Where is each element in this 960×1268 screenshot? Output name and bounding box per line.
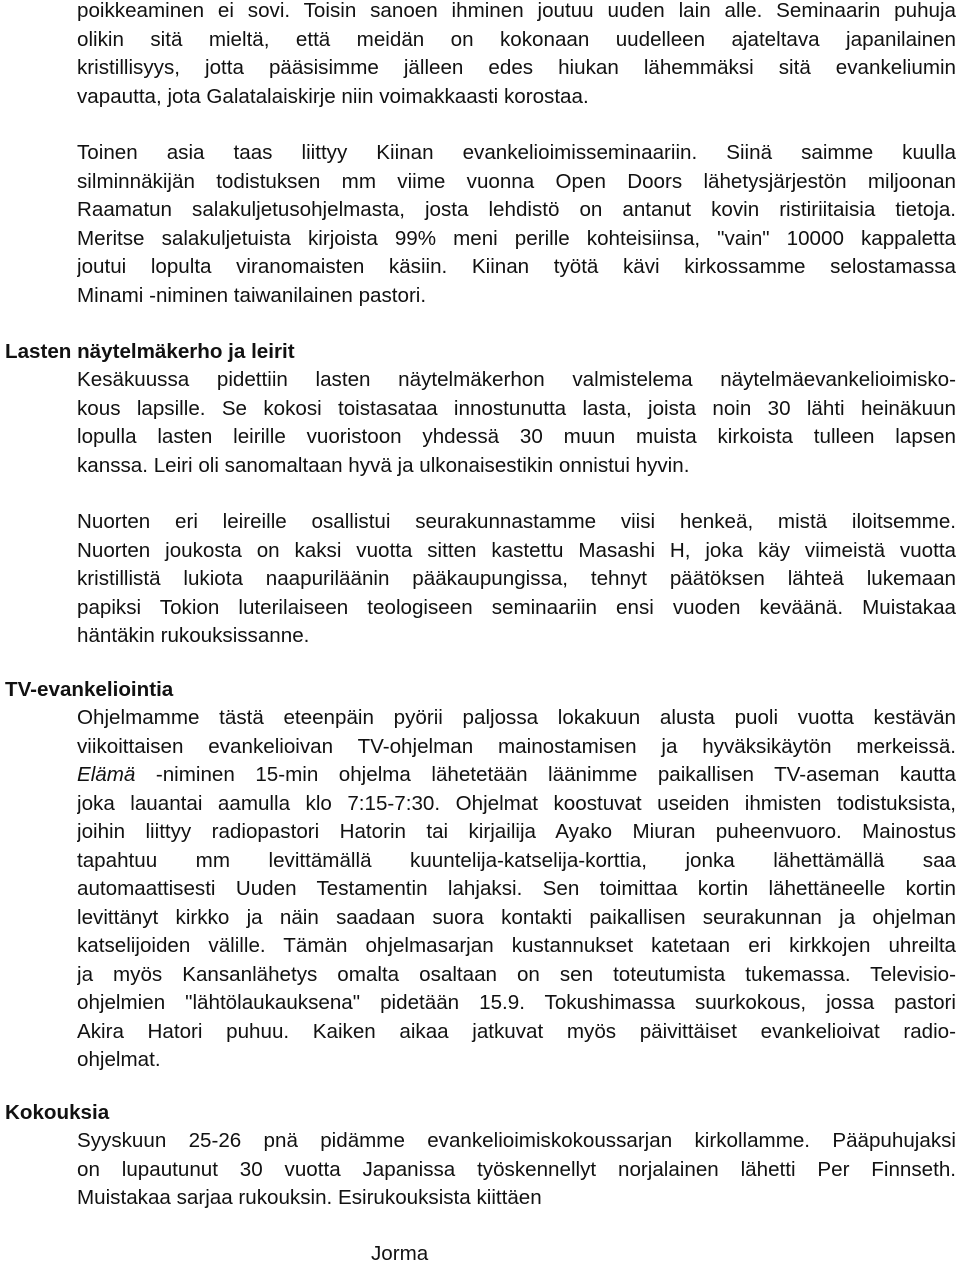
text-line: silminnäkijän todistuksen mm viime vuonna Open Doors lähetysjärjestön miljoonan <box>77 169 956 193</box>
text-line: kristillisyys, jotta pääsisimme jälleen edes hiukan lähemmäksi sitä evankeliumin <box>77 56 956 79</box>
text-line: poikkeaminen ei sovi. Toisin sanoen ihminen joutuu uuden lain alle. Seminaarin puhuja <box>77 0 956 22</box>
section-heading-children: Lasten näytelmäkerho ja leirit <box>5 340 295 363</box>
children-paragraph-2 <box>77 508 956 651</box>
text-line: Nuorten joukosta on kaksi vuotta sitten kastettu Masashi H, joka käy viimeistä vuotta <box>77 538 956 562</box>
text-line: Syyskuun 25-26 pnä pidämme evankelioimiskokoussarjan kirkollamme. Pääpuhujaksi <box>77 1129 956 1152</box>
text-line: kous lapsille. Se kokosi toistasataa innostunutta lasta, joista noin 30 lähti heinäkuun <box>77 396 956 420</box>
signature: Jorma <box>371 1242 429 1265</box>
text-line: lopulla lasten leirille vuoristoon yhdessä 30 muun muista kirkoista tulleen lapsen <box>77 425 956 448</box>
text-line: Nuorten eri leireille osallistui seurakunnastamme viisi henkeä, mistä iloitsemme. <box>77 510 956 533</box>
section-heading-tv: TV-evankeliointia <box>5 678 174 701</box>
text-line: katselijoiden välille. Tämän ohjelmasarjan kustannukset katetaan eri kirkkojen uhreilta <box>77 934 956 957</box>
text-line: kanssa. Leiri oli sanomaltaan hyvä ja ulkonaisestikin onnistui hyvin. <box>77 453 690 477</box>
text-line: on lupautunut 30 vuotta Japanissa työskennellyt norjalainen lähetti Per Finnseth. <box>77 1157 956 1181</box>
text-line: viikoittaisen evankelioivan TV-ohjelman mainostamisen ja hyväksikäytön merkeissä. <box>77 734 956 758</box>
text-line: vapautta, jota Galatalaiskirje niin voimakkaasti korostaa. <box>77 84 589 108</box>
text-line: tapahtuu mm levittämällä kuuntelija-katselija-korttia, jonka lähettämällä saa <box>77 848 956 872</box>
text-line: Kesäkuussa pidettiin lasten näytelmäkerhon valmistelema näytelmäevankelioimisko- <box>77 368 956 391</box>
text-line: Akira Hatori puhuu. Kaiken aikaa jatkuvat myös päivittäiset evankelioivat radio- <box>77 1019 956 1043</box>
text-line: levittänyt kirkko ja näin saadaan suora kontakti paikallisen seurakunnan ja ohjelman <box>77 905 956 929</box>
tv-paragraph <box>77 704 956 1075</box>
text-line: joutui lopulta viranomaisten käsiin. Kiinan työtä kävi kirkossamme selostamassa <box>77 255 956 278</box>
text-line: Ohjelmamme tästä eteenpäin pyörii paljossa lokakuun alusta puoli vuotta kestävän <box>77 706 956 729</box>
text-line: ohjelmien "lähtölaukauksena" pidetään 15.9. Tokushimassa suurkokous, jossa pastori <box>77 991 956 1014</box>
text-line: Minami -niminen taiwanilainen pastori. <box>77 283 427 307</box>
text-line: Raamatun salakuljetusohjelmasta, josta lehdistö on antanut kovin ristiriitaisia tietoja. <box>77 198 956 221</box>
section-heading-meetings: Kokouksia <box>5 1101 110 1124</box>
text-line: automaattisesti Uuden Testamentin lahjaksi. Sen toimittaa kortin lähettäneelle kortin <box>77 877 956 900</box>
text-line: Toinen asia taas liittyy Kiinan evankelioimisseminaariin. Siinä saimme kuulla <box>77 141 956 164</box>
text-line: häntäkin rukouksissanne. <box>77 624 310 647</box>
text-line: olikin sitä mieltä, että meidän on kokonaan uudelleen ajateltava japanilainen <box>77 27 956 51</box>
text-fragment: -niminen 15-min ohjelma lähetetään läänimme paikallisen TV-aseman kautta <box>135 763 956 786</box>
text-line: papiksi Tokion luterilaiseen teologiseen seminaariin ensi vuoden keväänä. Muistakaa <box>77 595 956 619</box>
text-line: ohjelmat. <box>77 1048 161 1071</box>
text-line <box>77 761 956 790</box>
intro-paragraph <box>77 0 956 111</box>
china-paragraph <box>77 139 956 310</box>
text-line: kristillistä lukiota naapuriläänin pääkaupungissa, tehnyt päätöksen lähteä lukemaan <box>77 567 956 590</box>
children-paragraph-1 <box>77 366 956 480</box>
text-line: ja myös Kansanlähetys omalta osaltaan on sen toteutumista tukemassa. Televisio- <box>77 962 956 986</box>
text-line: joihin liittyy radiopastori Hatorin tai kirjailija Ayako Miuran puheenvuoro. Mainostus <box>77 820 956 843</box>
program-name: Elämä <box>77 763 136 786</box>
meetings-paragraph <box>77 1127 956 1213</box>
text-line: joka lauantai aamulla klo 7:15-7:30. Ohjelmat koostuvat useiden ihmisten todistuksista, <box>77 791 956 815</box>
text-line: Meritse salakuljetuista kirjoista 99% meni perille kohteisiinsa, "vain" 10000 kappaletta <box>77 226 956 250</box>
text-line: Muistakaa sarjaa rukouksin. Esirukouksista kiittäen <box>77 1186 542 1209</box>
